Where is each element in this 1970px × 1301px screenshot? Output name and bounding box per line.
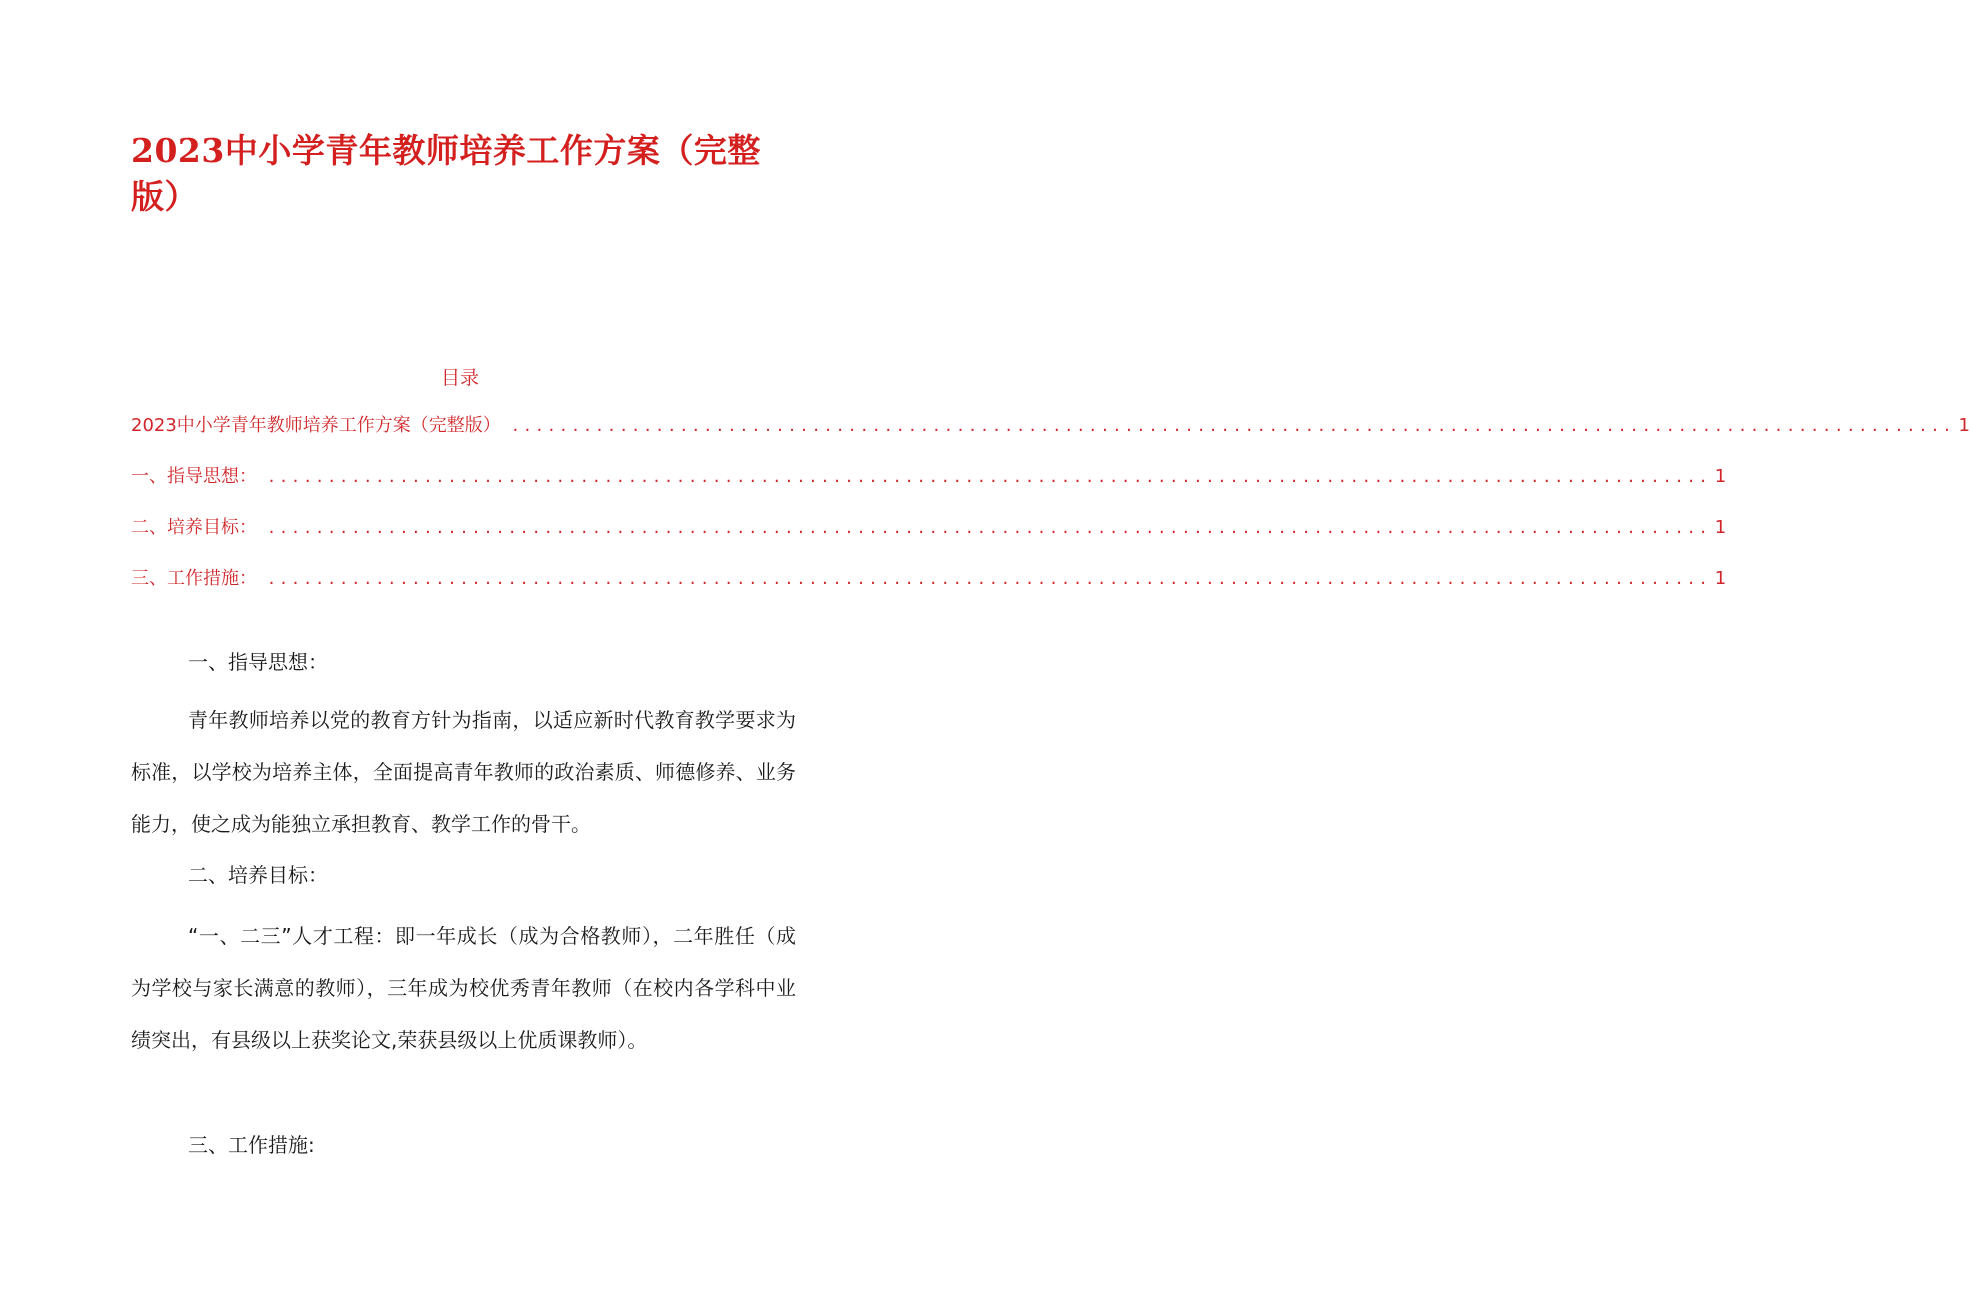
- toc-leader-dots: ........................................................................................................................: [510, 417, 1955, 435]
- table-of-contents: [131, 412, 1970, 616]
- toc-entry-title[interactable]: [131, 412, 1970, 463]
- page-title: 2023中小学青年教师培养工作方案（完整版）: [131, 131, 761, 216]
- toc-entry-page: 1: [1714, 466, 1727, 487]
- toc-entry-page: 1: [1714, 568, 1727, 589]
- toc-entry-page: 1: [1958, 415, 1970, 436]
- toc-heading: 目录: [440, 367, 479, 389]
- toc-entry-label: 一、指导思想：: [131, 466, 257, 487]
- toc-entry-label: 二、培养目标：: [131, 517, 257, 538]
- toc-leader-dots: ........................................................................................................................: [267, 519, 1711, 537]
- toc-leader-dots: ........................................................................................................................: [267, 570, 1711, 588]
- section-heading-guiding-ideology: 一、指导思想：: [188, 650, 328, 674]
- toc-entry-training-goals[interactable]: [131, 514, 1727, 565]
- toc-entry-page: 1: [1714, 517, 1727, 538]
- toc-leader-dots: ........................................................................................................................: [267, 468, 1711, 486]
- toc-entry-label: 2023中小学青年教师培养工作方案（完整版）: [131, 415, 501, 436]
- section-body-training-goals: “一、二三”人才工程：即一年成长（成为合格教师），二年胜任（成为学校与家长满意的教师），三年成为校优秀青年教师（在校内各学科中业绩突出，有县级以上获奖论文,荣获县级以上优质课教师）。: [131, 924, 796, 1052]
- section-heading-work-measures: 三、工作措施:: [188, 1133, 315, 1157]
- section-body-guiding-ideology: 青年教师培养以党的教育方针为指南，以适应新时代教育教学要求为标准，以学校为培养主体，全面提高青年教师的政治素质、师德修养、业务能力，使之成为能独立承担教育、教学工作的骨干。: [131, 708, 796, 836]
- toc-entry-guiding-ideology[interactable]: [131, 463, 1727, 514]
- toc-entry-label: 三、工作措施：: [131, 568, 257, 589]
- toc-entry-work-measures[interactable]: [131, 565, 1727, 616]
- section-heading-training-goals: 二、培养目标：: [188, 863, 328, 887]
